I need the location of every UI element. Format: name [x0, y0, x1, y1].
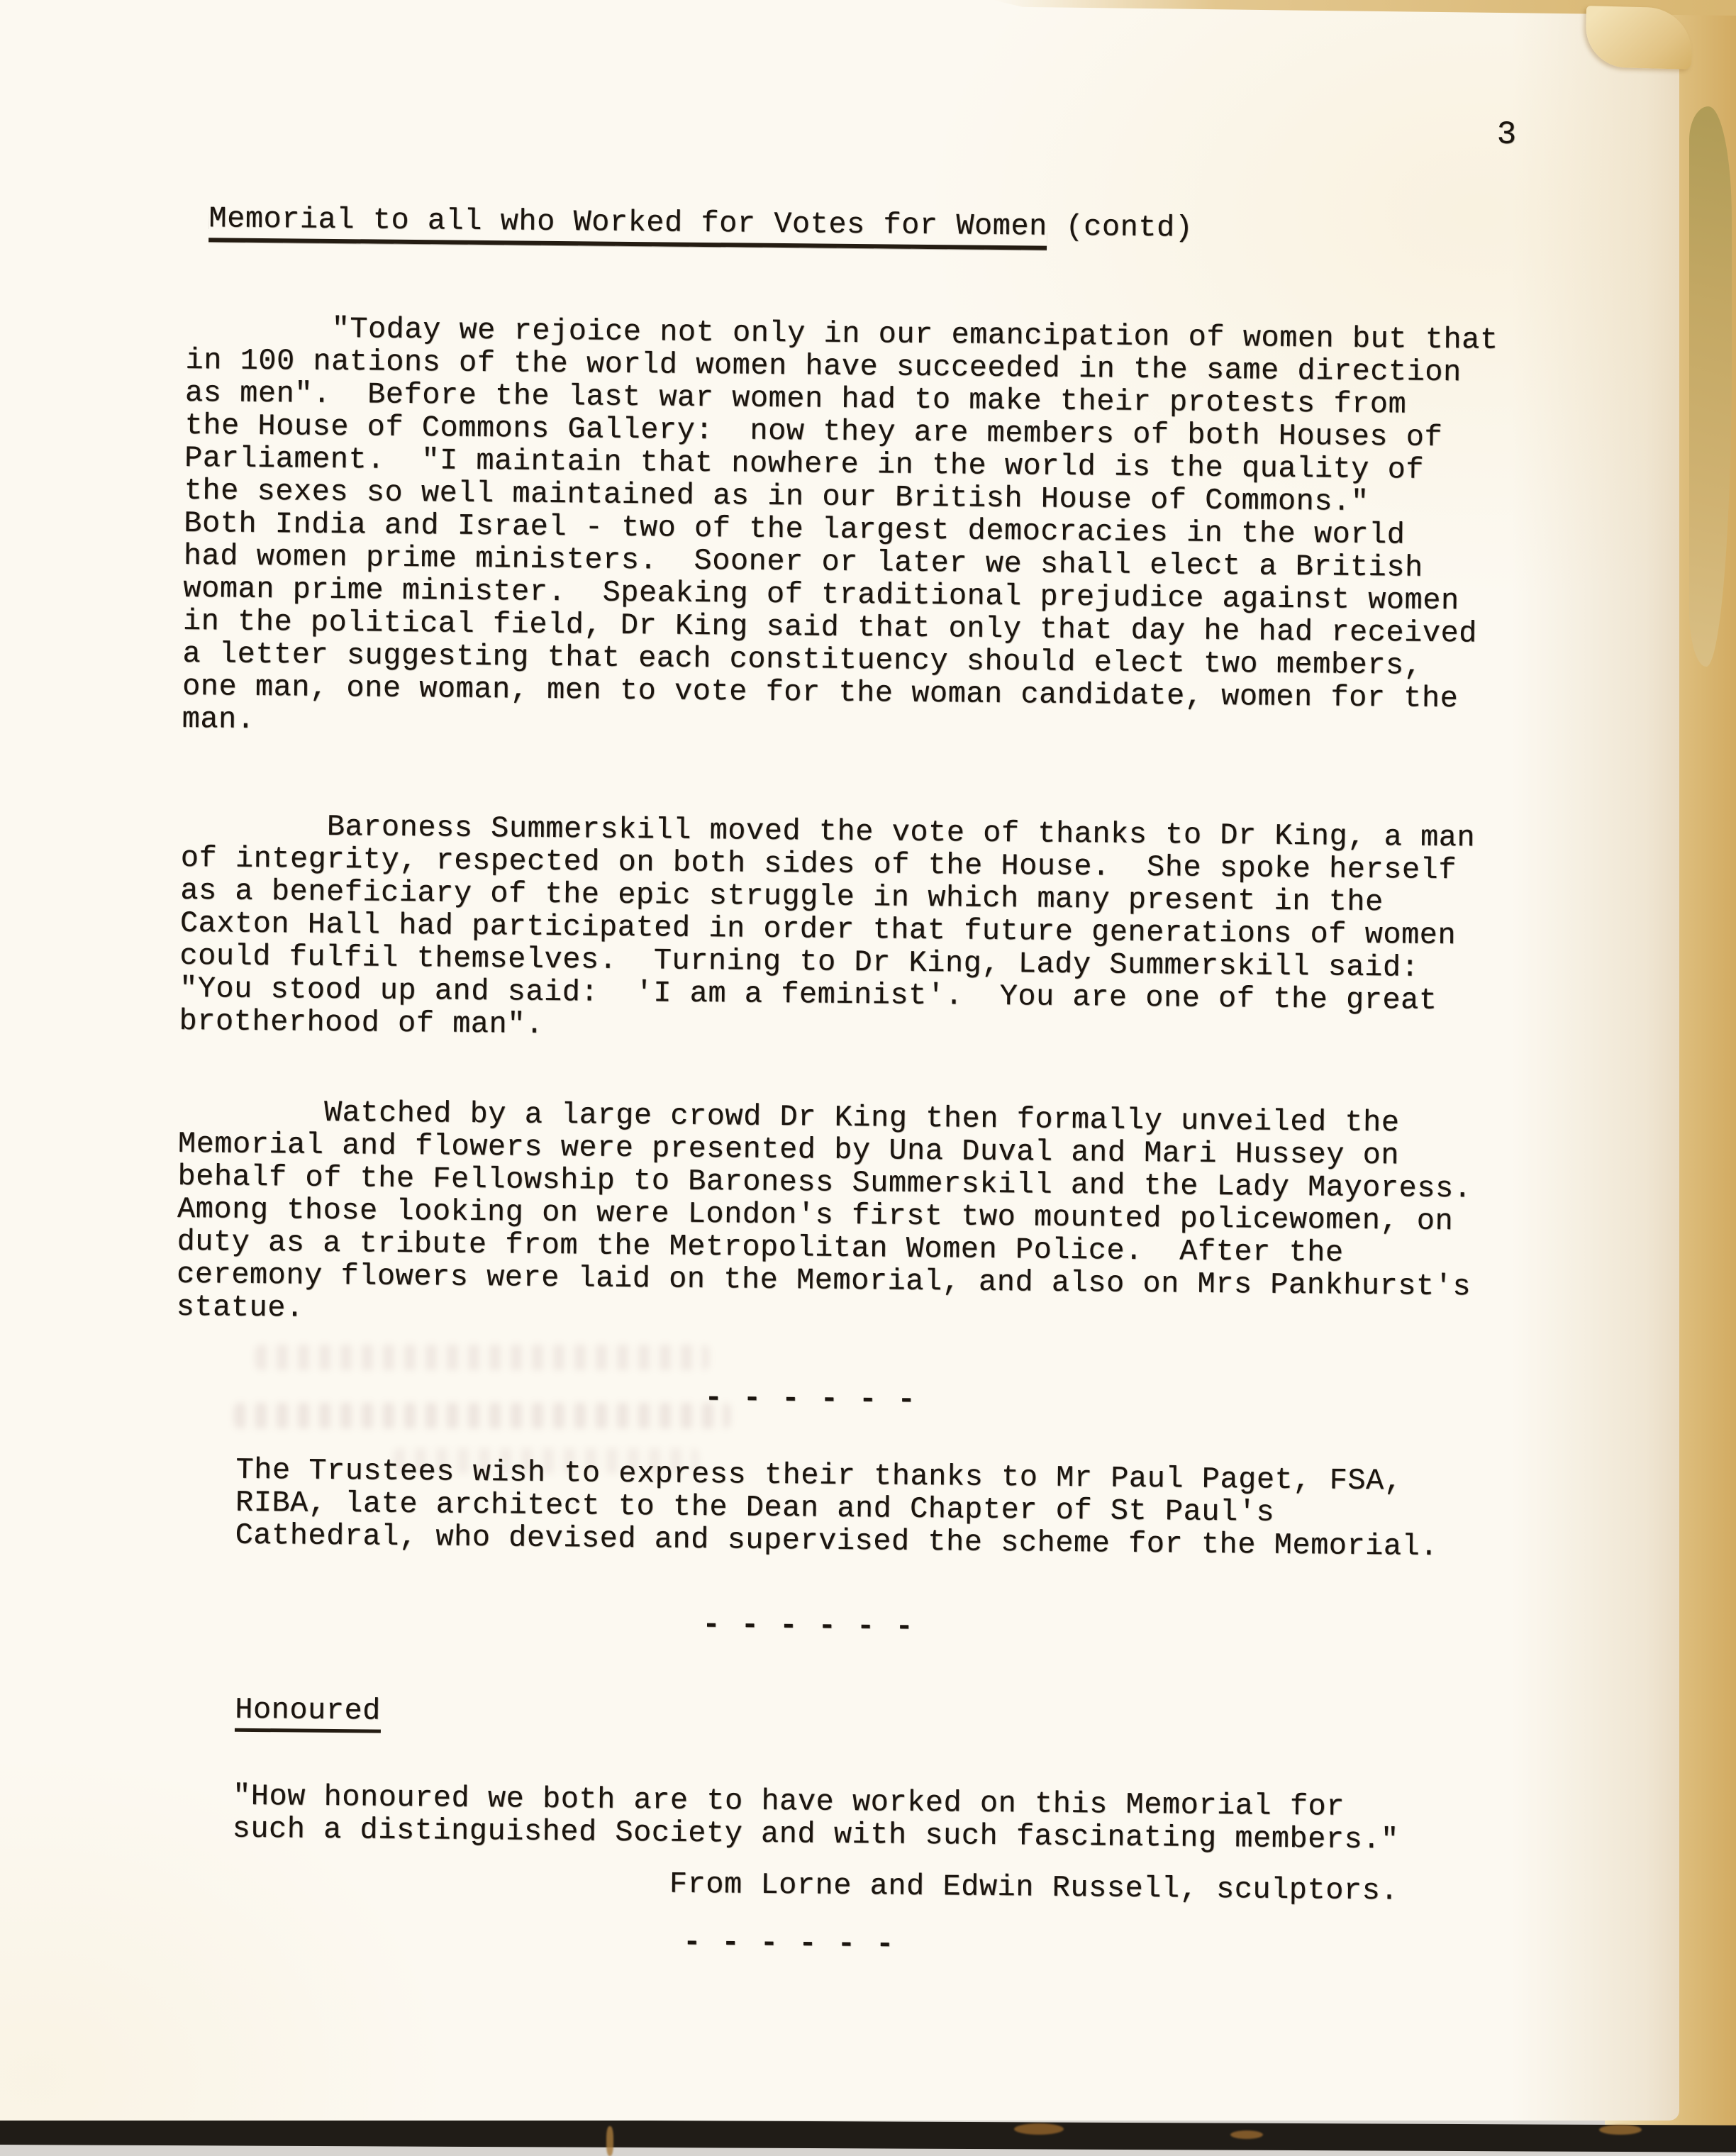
paragraph-baroness-summerskill: Baroness Summerskill moved the vote of thanks to Dr King, a man of integrity, respected on both sides of the House. She spoke herself as a beneficiary of the epic struggle in which many present in the Caxton Hall had participated in order that future generations of women could fulfil themselves. Turning to Dr King, Lady Summerskill said: "You stood up and said: 'I am a feminist'. You are one of the great brotherhood of man". [179, 808, 1476, 1042]
sculptors-quote: "How honoured we both are to have worked on this Memorial for such a distinguished Society and with such fascinating members." [232, 1779, 1399, 1857]
dash-separator: - - - - - - [702, 1608, 915, 1644]
section-heading-honoured [235, 1694, 381, 1728]
document-title [208, 202, 1193, 244]
quote-attribution: From Lorne and Edwin Russell, sculptors. [669, 1867, 1399, 1908]
dash-separator: - - - - - - [682, 1925, 896, 1962]
document-title-underlined: Memorial to all who Worked for Votes for Women [208, 201, 1047, 250]
paragraph-trustees-thanks: The Trustees wish to express their thanks to Mr Paul Paget, FSA, RIBA, late architect to the Dean and Chapter of St Paul's Cathedral, who devised and supervised the scheme for the Memorial. [235, 1452, 1439, 1564]
page-number: 3 [1496, 116, 1517, 153]
document-title-suffix: (contd) [1047, 209, 1194, 245]
paragraph-speech-dr-king: "Today we rejoice not only in our emancipation of women but that in 100 nations of the world women have succeeded in the same direction as men". Before the last war women had to make their protests from the House of Commons Gallery: now they are members of both Houses of Parliament. "I maintain that nowhere in the world is the quality of the sexes so well maintained as in our British House of Commons." Both India and Israel - two of the largest democracies in the world had women prime ministers. Sooner or later we shall elect a British woman prime minister. Speaking of traditional prejudice against women in the political field, Dr King said that only that day he had received a letter suggesting that each constituency should elect two members, one man, one woman, men to vote for the woman candidate, women for the man. [182, 310, 1498, 737]
honoured-heading-underlined: Honoured [235, 1693, 381, 1733]
dash-separator: - - - - - - [704, 1381, 917, 1417]
paragraph-unveiling: Watched by a large crowd Dr King then formally unveiled the Memorial and flowers were presented by Una Duval and Mari Hussey on behalf of the Fellowship to Baroness Summerskill and the Lady Mayoress. Among those looking on were London's first two mounted policewomen, on duty as a tribute from the Metropolitan Women Police. After the ceremony flowers were laid on the Memorial, and also on Mrs Pankhurst's statue. [176, 1094, 1472, 1326]
